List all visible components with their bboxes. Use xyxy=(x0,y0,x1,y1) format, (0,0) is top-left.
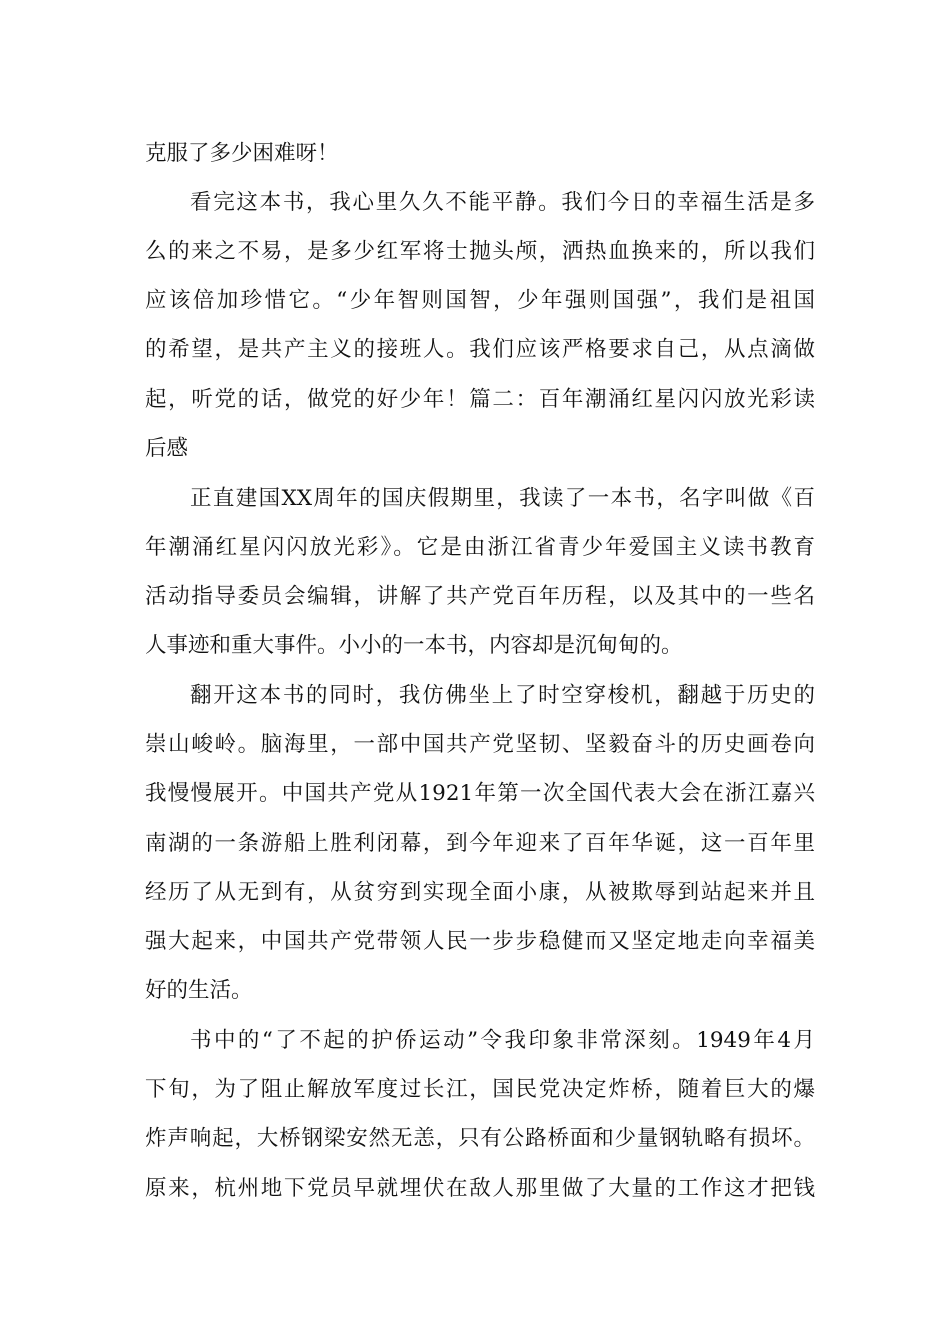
text-line: 崇山峻岭。脑海里，一部中国共产党坚韧、坚毅奋斗的历史画卷向 xyxy=(145,732,815,757)
paragraph-start-line: 正直建国XX周年的国庆假期里，我读了一本书，名字叫做《百 xyxy=(190,486,815,511)
text-line: 炸声响起，大桥钢梁安然无恙，只有公路桥面和少量钢轨略有损坏。 xyxy=(145,1126,815,1151)
text-line: 原来，杭州地下党员早就埋伏在敌人那里做了大量的工作这才把钱 xyxy=(145,1176,815,1201)
paragraph-start-line: 看完这本书，我心里久久不能平静。我们今日的幸福生活是多 xyxy=(190,190,815,215)
text-line: 人事迹和重大事件。小小的一本书，内容却是沉甸甸的。 xyxy=(145,633,683,658)
text-line: 下旬，为了阻止解放军度过长江，国民党决定炸桥，随着巨大的爆 xyxy=(145,1077,815,1102)
text-line: 南湖的一条游船上胜利闭幕，到今年迎来了百年华诞，这一百年里 xyxy=(145,831,815,856)
text-line: 我慢慢展开。中国共产党从1921年第一次全国代表大会在浙江嘉兴 xyxy=(145,781,815,806)
text-line: 么的来之不易，是多少红军将士抛头颅，洒热血换来的，所以我们 xyxy=(145,239,815,264)
text-line: 应该倍加珍惜它。“少年智则国智，少年强则国强”，我们是祖国 xyxy=(145,288,815,313)
text-line: 后感 xyxy=(145,436,189,461)
text-line: 好的生活。 xyxy=(145,978,253,1003)
text-line: 的希望，是共产主义的接班人。我们应该严格要求自己，从点滴做 xyxy=(145,337,815,362)
paragraph-start-line: 书中的“了不起的护侨运动”令我印象非常深刻。1949年4月 xyxy=(190,1028,815,1053)
text-line: 强大起来，中国共产党带领人民一步步稳健而又坚定地走向幸福美 xyxy=(145,929,815,954)
paragraph-start-line: 翻开这本书的同时，我仿佛坐上了时空穿梭机，翻越于历史的 xyxy=(190,683,815,708)
text-line: 年潮涌红星闪闪放光彩》。它是由浙江省青少年爱国主义读书教育 xyxy=(145,535,815,560)
text-line: 克服了多少困难呀！ xyxy=(145,141,339,166)
text-line: 起，听党的话，做党的好少年！篇二：百年潮涌红星闪闪放光彩读 xyxy=(145,387,815,412)
text-line: 经历了从无到有，从贫穷到实现全面小康，从被欺辱到站起来并且 xyxy=(145,880,815,905)
text-line: 活动指导委员会编辑，讲解了共产党百年历程，以及其中的一些名 xyxy=(145,584,815,609)
